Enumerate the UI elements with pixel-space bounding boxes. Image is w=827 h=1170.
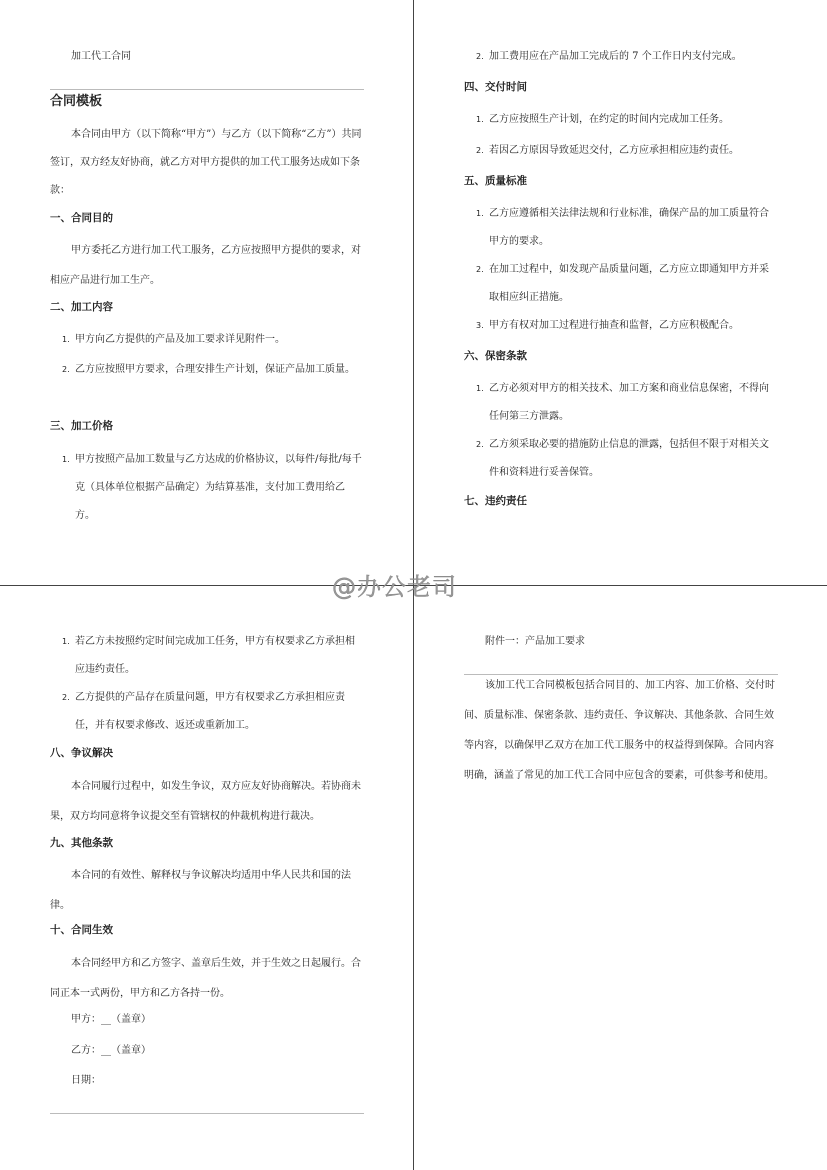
section-heading-9: 九、其他条款 <box>50 837 113 849</box>
section-9-text: 本合同的有效性、解释权与争议解决均适用中华人民共和国的法律。 <box>50 870 351 911</box>
list-number: 3. <box>476 321 484 330</box>
list-text: 乙方应按照生产计划，在约定的时间内完成加工任务。 <box>489 114 729 125</box>
list-number: 1. <box>62 455 70 464</box>
section-10-text: 本合同经甲方和乙方签字、盖章后生效，并于生效之日起履行。合同正本一式两份，甲方和乙方各持一份。 <box>50 958 361 999</box>
list-text: 乙方应遵循相关法律法规和行业标准，确保产品的加工质量符合甲方的要求。 <box>489 208 769 247</box>
document-title: 合同模板 <box>50 94 103 109</box>
list-text: 乙方必须对甲方的相关技术、加工方案和商业信息保密，不得向任何第三方泄露。 <box>489 383 769 422</box>
list-item <box>476 43 776 71</box>
list-number: 1. <box>476 209 484 218</box>
list-number: 1. <box>62 637 70 646</box>
appendix-text: 该加工代工合同模板包括合同目的、加工内容、加工价格、交付时间、质量标准、保密条款、违约责任、争议解决、其他条款、合同生效等内容，以确保甲乙双方在加工代工服务中的权益得到保障。合同内容明确，涵盖了常见的加工代工合同中应包含的要素，可供参考和使用。 <box>464 680 775 781</box>
list-number: 2. <box>62 693 70 702</box>
footer-rule <box>50 1113 364 1114</box>
list-text: 若乙方未按照约定时间完成加工任务，甲方有权要求乙方承担相应违约责任。 <box>75 636 355 675</box>
section-8-text: 本合同履行过程中，如发生争议，双方应友好协商解决。若协商未果，双方均同意将争议提交至有管辖权的仲裁机构进行裁决。 <box>50 781 361 822</box>
section-heading-3: 三、加工价格 <box>50 420 113 432</box>
list-text: 若因乙方原因导致延迟交付，乙方应承担相应违约责任。 <box>489 145 739 156</box>
signature-party-a: 甲方：__（盖章） <box>71 1014 151 1025</box>
list-item <box>62 628 362 684</box>
list-item <box>476 312 776 340</box>
list-item <box>476 256 776 312</box>
list-text: 甲方按照产品加工数量与乙方达成的价格协议，以每件/每批/每千克（具体单位根据产品确定）为结算基准，支付加工费用给乙方。 <box>75 454 362 521</box>
list-text: 甲方向乙方提供的产品及加工要求详见附件一。 <box>75 334 285 345</box>
list-item <box>476 431 776 487</box>
section-heading-10: 十、合同生效 <box>50 924 113 936</box>
section-heading-2: 二、加工内容 <box>50 301 113 313</box>
list-number: 2. <box>476 265 484 274</box>
list-text: 乙方应按照甲方要求，合理安排生产计划，保证产品加工质量。 <box>75 364 355 375</box>
section-heading-7: 七、违约责任 <box>464 495 527 507</box>
list-number: 2. <box>62 365 70 374</box>
list-item <box>62 684 362 740</box>
list-text: 加工费用应在产品加工完成后的 7 个工作日内支付完成。 <box>489 51 742 62</box>
section-heading-8: 八、争议解决 <box>50 747 113 759</box>
section-1-text: 甲方委托乙方进行加工代工服务，乙方应按照甲方提供的要求，对相应产品进行加工生产。 <box>50 245 361 286</box>
list-item <box>62 446 362 530</box>
intro-paragraph: 本合同由甲方（以下简称“甲方”）与乙方（以下简称“乙方”）共同签订，双方经友好协商，就乙方对甲方提供的加工代工服务达成如下条款： <box>50 129 362 196</box>
list-text: 乙方提供的产品存在质量问题，甲方有权要求乙方承担相应责任，并有权要求修改、返还或重新加工。 <box>75 692 345 731</box>
list-text: 在加工过程中，如发现产品质量问题，乙方应立即通知甲方并采取相应纠正措施。 <box>489 264 769 303</box>
list-number: 2. <box>476 146 484 155</box>
signature-date: 日期： <box>71 1075 101 1086</box>
list-item <box>476 106 776 134</box>
list-item <box>476 200 776 256</box>
list-number: 2. <box>476 440 484 449</box>
list-item <box>62 326 362 354</box>
list-item <box>62 356 362 384</box>
page-header: 加工代工合同 <box>71 51 131 62</box>
list-text: 乙方须采取必要的措施防止信息的泄露，包括但不限于对相关文件和资料进行妥善保管。 <box>489 439 769 478</box>
list-number: 1. <box>476 115 484 124</box>
list-number: 1. <box>476 384 484 393</box>
section-heading-6: 六、保密条款 <box>464 350 527 362</box>
list-number: 2. <box>476 52 484 61</box>
section-heading-5: 五、质量标准 <box>464 175 527 187</box>
list-text: 甲方有权对加工过程进行抽查和监督，乙方应积极配合。 <box>489 320 739 331</box>
list-item <box>476 137 776 165</box>
appendix-header: 附件一：产品加工要求 <box>485 636 585 647</box>
signature-party-b: 乙方：__（盖章） <box>71 1045 151 1056</box>
section-heading-1: 一、合同目的 <box>50 212 113 224</box>
watermark: @办公老司 <box>332 573 457 601</box>
list-item <box>476 375 776 431</box>
header-rule <box>50 89 364 90</box>
section-heading-4: 四、交付时间 <box>464 81 527 93</box>
list-number: 1. <box>62 335 70 344</box>
